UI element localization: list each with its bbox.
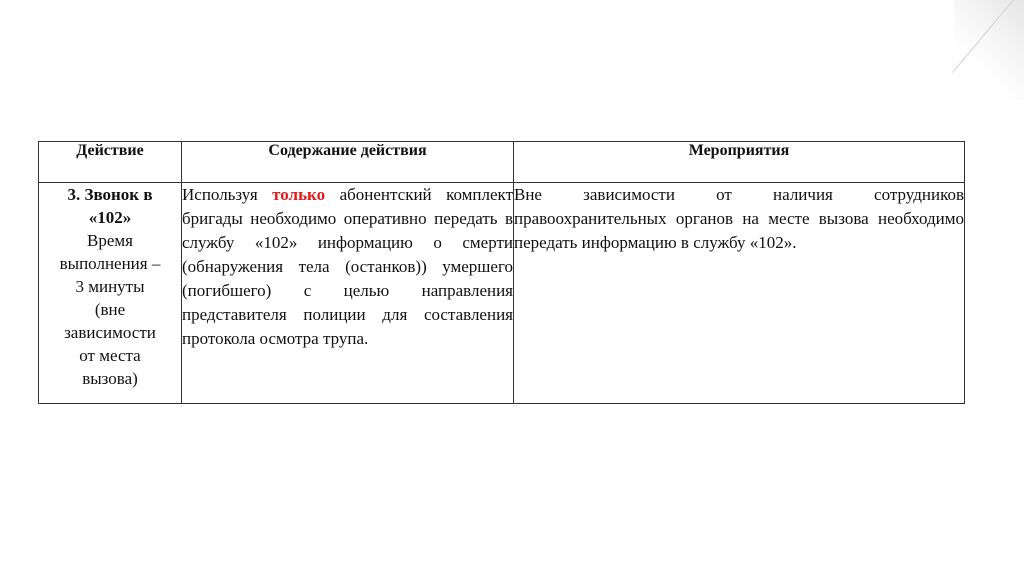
header-measures: Мероприятия — [514, 142, 965, 183]
action-cell — [39, 183, 182, 404]
action-title-line-2: «102» — [88, 208, 132, 227]
content-prefix: Используя — [182, 185, 273, 204]
action-note-line: (вне — [94, 300, 126, 319]
content-cell — [182, 183, 514, 404]
action-note-line: вызова) — [82, 369, 138, 388]
action-table — [38, 141, 965, 404]
action-note-line: 3 минуты — [75, 277, 145, 296]
action-note-line: Время — [87, 231, 133, 250]
content-highlight: только — [272, 185, 326, 204]
action-note-line: от места — [79, 346, 141, 365]
table-row — [39, 183, 965, 404]
action-note-line: выполнения – — [59, 254, 161, 273]
page-curl-decoration — [954, 0, 1024, 100]
header-action: Действие — [39, 142, 182, 183]
content-suffix: абонентский комплект бригады необходимо оперативно передать в службу «102» информацию о смерти (обнаружения тела (останков)) умершего (погибшего) с целью направления представителя полиции для составления протокола осмотра трупа. — [182, 185, 513, 348]
measures-cell: Вне зависимости от наличия сотрудников правоохранительных органов на месте вызова необходимо передать информацию в службу «102». — [514, 183, 965, 404]
action-title-line-1: 3. Звонок в — [67, 185, 153, 204]
header-content: Содержание действия — [182, 142, 514, 183]
action-note-line: зависимости — [64, 323, 156, 342]
table-header-row — [39, 142, 965, 183]
